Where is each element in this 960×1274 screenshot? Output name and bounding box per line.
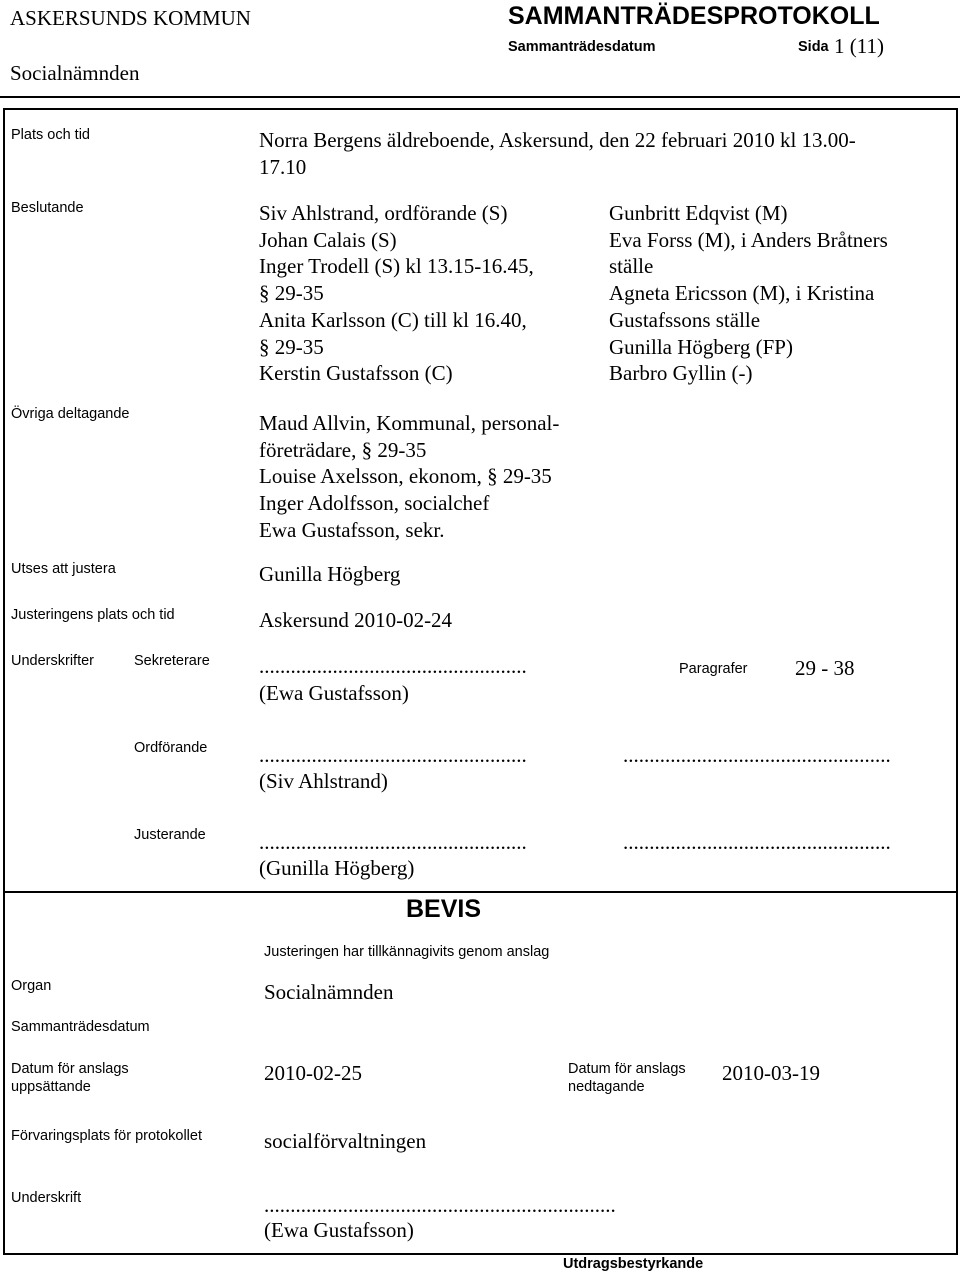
storage-label: Förvaringsplats för protokollet bbox=[11, 1128, 202, 1144]
adjust-place-label: Justeringens plats och tid bbox=[11, 607, 175, 623]
proof-box-bottom bbox=[3, 1253, 958, 1255]
box-top-border bbox=[3, 108, 958, 110]
deciding-member: Kerstin Gustafsson (C) bbox=[259, 361, 453, 386]
secretary-label: Sekreterare bbox=[134, 653, 210, 669]
meeting-date-label: Sammanträdesdatum bbox=[11, 1019, 150, 1035]
header-divider bbox=[0, 96, 960, 98]
participant: Inger Adolfsson, socialchef bbox=[259, 491, 490, 516]
storage-value: socialförvaltningen bbox=[264, 1129, 427, 1153]
posting-date-label-line-1: Datum för anslags bbox=[11, 1061, 129, 1077]
proof-box-left bbox=[3, 891, 5, 1255]
secretary-signature-line: ................................................... bbox=[259, 654, 527, 678]
organ-value: Socialnämnden bbox=[264, 980, 394, 1004]
box-right-border bbox=[956, 108, 958, 893]
adjuster-name: (Gunilla Högberg) bbox=[259, 856, 415, 880]
deciding-member: Agneta Ericsson (M), i Kristina bbox=[609, 281, 875, 306]
box-divider bbox=[3, 891, 958, 893]
chair-label: Ordförande bbox=[134, 740, 208, 756]
deciding-member: Barbro Gyllin (-) bbox=[609, 361, 753, 386]
deciding-label: Beslutande bbox=[11, 200, 84, 216]
participant: företrädare, § 29-35 bbox=[259, 437, 427, 462]
participant: Louise Axelsson, ekonom, § 29-35 bbox=[259, 464, 552, 489]
signature-name: (Ewa Gustafsson) bbox=[264, 1218, 414, 1242]
certified-label: Utdragsbestyrkande bbox=[563, 1256, 704, 1272]
deciding-member: ställe bbox=[609, 254, 654, 279]
proof-notice: Justeringen har tillkännagivits genom anslag bbox=[264, 944, 550, 960]
deciding-member: Johan Calais (S) bbox=[259, 227, 397, 252]
deciding-member: Eva Forss (M), i Anders Bråtners bbox=[609, 227, 888, 252]
adjuster-signature-line-right: ................................................... bbox=[623, 830, 891, 854]
secretary-name: (Ewa Gustafsson) bbox=[259, 681, 409, 705]
place-time-line-2: 17.10 bbox=[259, 155, 307, 179]
meeting-date-header-label: Sammanträdesdatum bbox=[508, 39, 656, 55]
deciding-member: § 29-35 bbox=[259, 334, 324, 359]
participant: Maud Allvin, Kommunal, personal- bbox=[259, 411, 560, 435]
place-time-line-1: Norra Bergens äldreboende, Askersund, den 22 februari 2010 kl 13.00- bbox=[259, 128, 856, 152]
chair-signature-line-right: ................................................... bbox=[623, 743, 891, 767]
organ-label: Organ bbox=[11, 978, 52, 994]
adjuster-signature-line: ................................................... bbox=[259, 830, 527, 854]
page-number: 1 (11) bbox=[834, 34, 884, 58]
removal-date-label-line-2: nedtagande bbox=[568, 1079, 645, 1095]
paragraphs-value: 29 - 38 bbox=[795, 656, 855, 680]
others-list bbox=[259, 410, 559, 544]
posting-date-value: 2010-02-25 bbox=[264, 1061, 362, 1085]
deciding-member: § 29-35 bbox=[259, 281, 324, 306]
page-label: Sida bbox=[798, 39, 829, 55]
participant: Ewa Gustafsson, sekr. bbox=[259, 517, 445, 542]
removal-date-label-line-1: Datum för anslags bbox=[568, 1061, 686, 1077]
others-label: Övriga deltagande bbox=[11, 406, 130, 422]
deciding-col2 bbox=[609, 200, 888, 387]
box-left-border bbox=[3, 108, 5, 893]
proof-title: BEVIS bbox=[406, 895, 482, 923]
chair-name: (Siv Ahlstrand) bbox=[259, 769, 388, 793]
adjuster-label: Justerande bbox=[134, 827, 206, 843]
deciding-member: Inger Trodell (S) kl 13.15-16.45, bbox=[259, 254, 534, 279]
posting-date-label-line-2: uppsättande bbox=[11, 1079, 91, 1095]
municipality-name: ASKERSUNDS KOMMUN bbox=[10, 6, 251, 30]
adjust-label: Utses att justera bbox=[11, 561, 116, 577]
deciding-col1 bbox=[259, 200, 534, 387]
deciding-member: Anita Karlsson (C) till kl 16.40, bbox=[259, 307, 527, 332]
deciding-member: Gunbritt Edqvist (M) bbox=[609, 201, 788, 225]
adjust-place-value: Askersund 2010-02-24 bbox=[259, 608, 453, 632]
board-name: Socialnämnden bbox=[10, 61, 140, 85]
deciding-member: Gunilla Högberg (FP) bbox=[609, 334, 793, 359]
chair-signature-line: ................................................... bbox=[259, 743, 527, 767]
signature-line: ................................................................... bbox=[264, 1193, 616, 1217]
signatures-label: Underskrifter bbox=[11, 653, 94, 669]
document-type-title: SAMMANTRÄDESPROTOKOLL bbox=[508, 2, 880, 30]
deciding-member: Gustafssons ställe bbox=[609, 307, 761, 332]
signature-label: Underskrift bbox=[11, 1190, 82, 1206]
place-time-label: Plats och tid bbox=[11, 127, 90, 143]
proof-box-right bbox=[956, 891, 958, 1255]
deciding-member: Siv Ahlstrand, ordförande (S) bbox=[259, 201, 508, 225]
adjust-value: Gunilla Högberg bbox=[259, 562, 401, 586]
paragraphs-label: Paragrafer bbox=[679, 661, 748, 677]
removal-date-value: 2010-03-19 bbox=[722, 1061, 820, 1085]
posting-date-label bbox=[11, 1060, 129, 1096]
removal-date-label bbox=[568, 1060, 686, 1096]
